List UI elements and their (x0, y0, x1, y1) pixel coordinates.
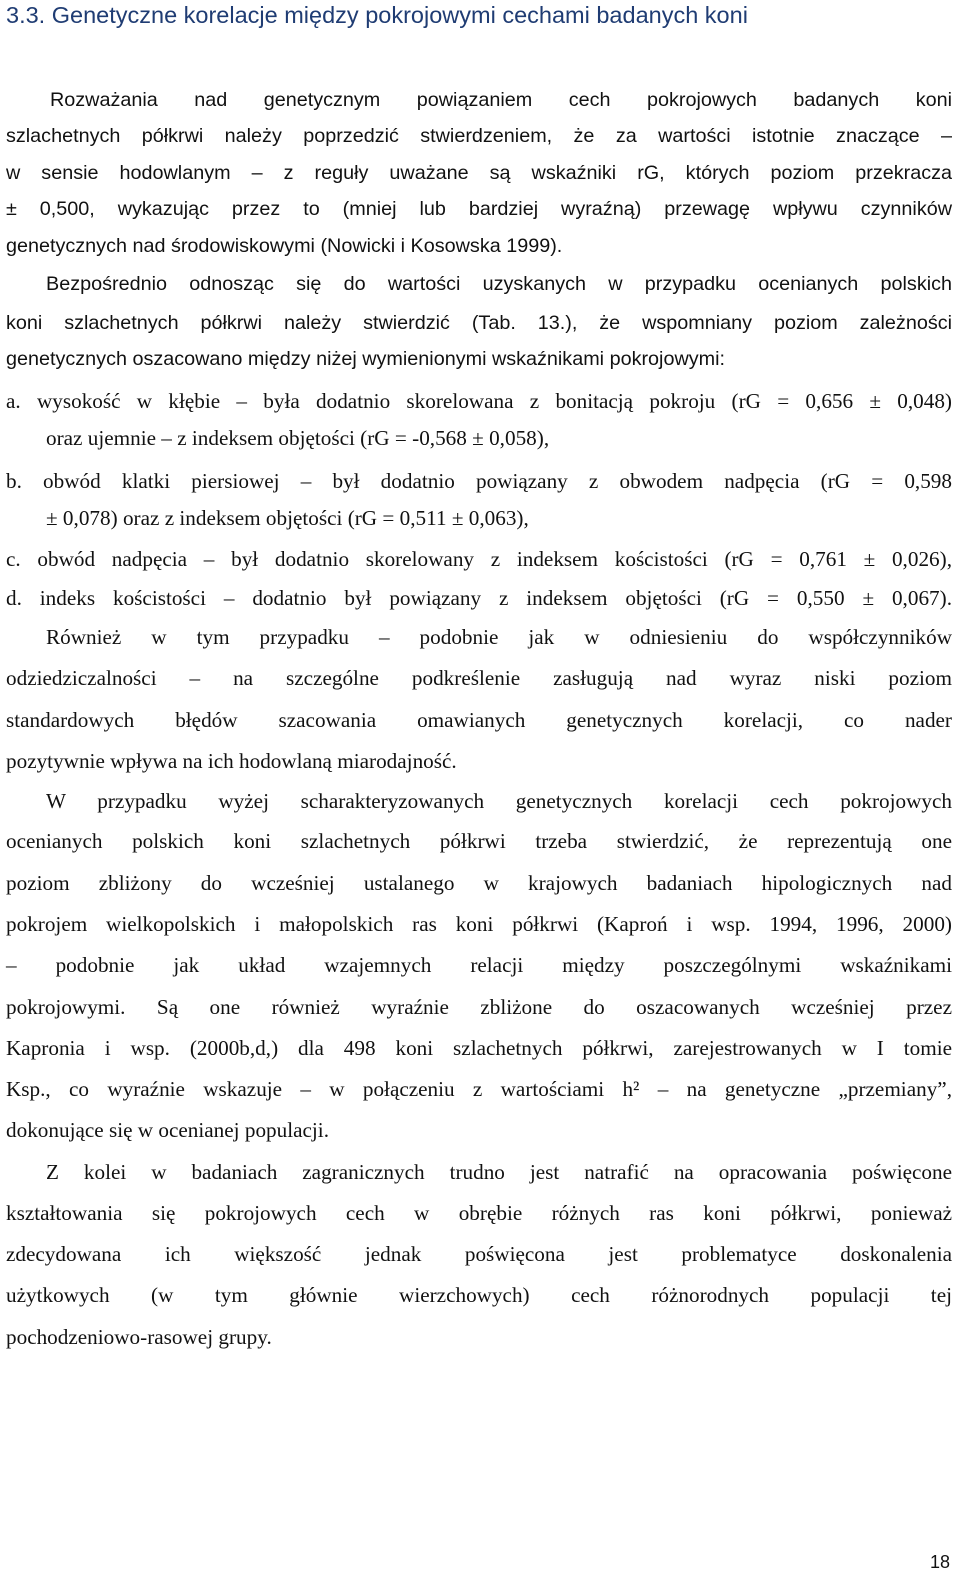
list-item-a-continuation: oraz ujemnie – z indeksem objętości (rG = -0,568 ± 0,058), (46, 426, 550, 450)
paragraph-line: szlachetnych półkrwi należy poprzedzić stwierdzeniem, że za wartości istotnie znaczące – (6, 125, 952, 147)
paragraph-line: zdecydowana ich większość jednak poświęcona jest problematyce doskonalenia (6, 1242, 952, 1266)
paragraph-line: odziedziczalności – na szczególne podkreślenie zasługują nad wyraz niski poziom (6, 666, 952, 690)
paragraph-line: pokrojem wielkopolskich i małopolskich ras koni półkrwi (Kaproń i wsp. 1994, 1996, 2000) (6, 912, 952, 936)
paragraph-line: W przypadku wyżej scharakteryzowanych genetycznych korelacji cech pokrojowych (46, 789, 952, 813)
paragraph-line: dokonujące się w ocenianej populacji. (6, 1118, 329, 1142)
paragraph-line: genetycznych oszacowano między niżej wymienionymi wskaźnikami pokrojowymi: (6, 348, 725, 370)
paragraph-line: Również w tym przypadku – podobnie jak w odniesieniu do współczynników (46, 625, 952, 649)
list-item-b-continuation: ± 0,078) oraz z indeksem objętości (rG = 0,511 ± 0,063), (46, 506, 529, 530)
paragraph-line: pochodzeniowo-rasowej grupy. (6, 1325, 272, 1349)
paragraph-line: użytkowych (w tym głównie wierzchowych) cech różnorodnych populacji tej (6, 1283, 952, 1307)
paragraph-line: pokrojowymi. Są one również wyraźnie zbliżone do oszacowanych wcześniej przez (6, 995, 952, 1019)
paragraph-line: Ksp., co wyraźnie wskazuje – w połączeniu z wartościami h² – na genetyczne „przemiany”, (6, 1077, 952, 1101)
paragraph-line: kształtowania się pokrojowych cech w obrębie różnych ras koni półkrwi, ponieważ (6, 1201, 952, 1225)
list-item-d: d. indeks kościstości – dodatnio był powiązany z indeksem objętości (rG = 0,550 ± 0,067). (6, 586, 952, 610)
page-number: 18 (929, 1552, 950, 1572)
paragraph-line: Z kolei w badaniach zagranicznych trudno jest natrafić na opracowania poświęcone (46, 1160, 952, 1184)
paragraph-line: Rozważania nad genetycznym powiązaniem cech pokrojowych badanych koni (50, 89, 952, 111)
paragraph-line: – podobnie jak układ wzajemnych relacji między poszczególnymi wskaźnikami (6, 953, 952, 977)
paragraph-line: poziom zbliżony do wcześniej ustalanego w krajowych badaniach hipologicznych nad (6, 871, 952, 895)
paragraph-line: genetycznych nad środowiskowymi (Nowicki i Kosowska 1999). (6, 235, 563, 257)
paragraph-line: standardowych błędów szacowania omawianych genetycznych korelacji, co nader (6, 708, 952, 732)
paragraph-line: ± 0,500, wykazując przez to (mniej lub bardziej wyraźną) przewagę wpływu czynników (6, 198, 952, 220)
list-item-a: a. wysokość w kłębie – była dodatnio skorelowana z bonitacją pokroju (rG = 0,656 ± 0,048) (6, 389, 952, 413)
paragraph-line: ocenianych polskich koni szlachetnych półkrwi trzeba stwierdzić, że reprezentują one (6, 829, 952, 853)
paragraph-line: Kapronia i wsp. (2000b,d,) dla 498 koni szlachetnych półkrwi, zarejestrowanych w I tomie (6, 1036, 952, 1060)
paragraph-line: w sensie hodowlanym – z reguły uważane są wskaźniki rG, których poziom przekracza (6, 162, 952, 184)
paragraph-line: pozytywnie wpływa na ich hodowlaną miarodajność. (6, 749, 457, 773)
section-heading: 3.3. Genetyczne korelacje między pokrojowymi cechami badanych koni (6, 2, 748, 28)
paragraph-line: koni szlachetnych półkrwi należy stwierdzić (Tab. 13.), że wspomniany poziom zależności (6, 312, 952, 334)
list-item-c: c. obwód nadpęcia – był dodatnio skorelowany z indeksem kościstości (rG = 0,761 ± 0,026), (6, 547, 952, 571)
list-item-b: b. obwód klatki piersiowej – był dodatnio powiązany z obwodem nadpęcia (rG = 0,598 (6, 469, 952, 493)
paragraph-line: Bezpośrednio odnosząc się do wartości uzyskanych w przypadku ocenianych polskich (46, 273, 952, 295)
